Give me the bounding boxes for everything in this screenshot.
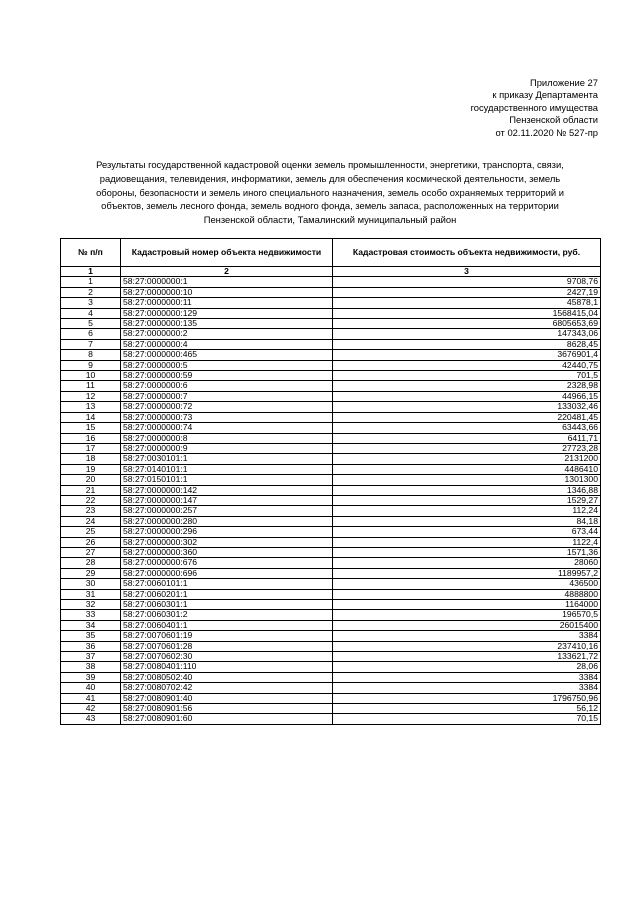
table-row [61,683,601,693]
cadastral-number-cell: 58:27:0000000:129 [121,308,333,318]
row-number-cell: 14 [61,412,121,422]
cadastral-value-cell: 1189957,2 [333,568,601,578]
table-row [61,423,601,433]
cadastral-number-cell: 58:27:0080901:40 [121,693,333,703]
row-number-cell: 27 [61,547,121,557]
cadastral-number-cell: 58:27:0060301:2 [121,610,333,620]
table-row [61,547,601,557]
cadastral-number-cell: 58:27:0080401:110 [121,662,333,672]
row-number-cell: 9 [61,360,121,370]
cadastral-number-cell: 58:27:0080702:42 [121,683,333,693]
table-row [61,391,601,401]
cadastral-value-cell: 63443,66 [333,423,601,433]
cadastral-number-cell: 58:27:0000000:142 [121,485,333,495]
cadastral-number-cell: 58:27:0060201:1 [121,589,333,599]
header-line-order: к приказу Департамента [492,89,598,101]
cadastral-number-cell: 58:27:0080502:40 [121,672,333,682]
cadastral-value-cell: 28060 [333,558,601,568]
table-header-row [61,239,601,267]
title-line: Результаты государственной кадастровой оценки земель промышленности, энергетики, транспорта, связи, [96,159,564,170]
header-line-appendix: Приложение 27 [529,77,598,88]
header-line-region: Пензенской области [509,114,598,126]
cadastral-number-cell: 58:27:0000000:360 [121,547,333,557]
table-row [61,308,601,318]
row-number-cell: 17 [61,443,121,453]
cadastral-value-cell: 1529,27 [333,495,601,505]
table-row [61,485,601,495]
row-number-cell: 23 [61,506,121,516]
table-row [61,672,601,682]
cadastral-value-cell: 1568415,04 [333,308,601,318]
cadastral-number-cell: 58:27:0000000:74 [121,423,333,433]
cadastral-number-cell: 58:27:0060301:1 [121,600,333,610]
table-row [61,714,601,724]
row-number-cell: 37 [61,652,121,662]
header-line-department: государственного имущества [470,101,598,113]
row-number-cell: 26 [61,537,121,547]
cadastral-value-cell: 237410,16 [333,641,601,651]
cadastral-value-cell: 3384 [333,683,601,693]
column-header-number: № п/п [61,239,121,267]
cadastral-value-cell: 147343,06 [333,329,601,339]
row-number-cell: 3 [61,298,121,308]
table-row [61,495,601,505]
cadastral-value-cell: 2131200 [333,454,601,464]
row-number-cell: 5 [61,319,121,329]
row-number-cell: 15 [61,423,121,433]
cadastral-value-cell: 45878,1 [333,298,601,308]
table-row [61,402,601,412]
cadastral-number-cell: 58:27:0000000:9 [121,443,333,453]
cadastral-number-cell: 58:27:0060401:1 [121,620,333,630]
cadastral-number-cell: 58:27:0000000:2 [121,329,333,339]
table-row [61,298,601,308]
table-row [61,631,601,641]
table-row [61,620,601,630]
table-row [61,537,601,547]
row-number-cell: 30 [61,579,121,589]
cadastral-number-cell: 58:27:0000000:257 [121,506,333,516]
cadastral-value-cell: 701,5 [333,371,601,381]
table-row [61,319,601,329]
cadastral-value-table [60,238,601,725]
cadastral-value-cell: 56,12 [333,704,601,714]
table-row [61,641,601,651]
row-number-cell: 12 [61,391,121,401]
cadastral-number-cell: 58:27:0000000:11 [121,298,333,308]
row-number-cell: 38 [61,662,121,672]
table-row [61,589,601,599]
table-row [61,464,601,474]
row-number-cell: 34 [61,620,121,630]
row-number-cell: 36 [61,641,121,651]
table-row [61,693,601,703]
cadastral-number-cell: 58:27:0000000:296 [121,527,333,537]
table-row [61,662,601,672]
cadastral-number-cell: 58:27:0000000:302 [121,537,333,547]
cadastral-value-cell: 70,15 [333,714,601,724]
cadastral-number-cell: 58:27:0070601:19 [121,631,333,641]
row-number-cell: 31 [61,589,121,599]
cadastral-value-cell: 27723,28 [333,443,601,453]
cadastral-number-cell: 58:27:0000000:4 [121,339,333,349]
column-header-cadastral-number: Кадастровый номер объекта недвижимости [121,239,333,267]
cadastral-value-cell: 2328,98 [333,381,601,391]
row-number-cell: 41 [61,693,121,703]
row-number-cell: 21 [61,485,121,495]
title-line: радиовещания, телевидения, информатики, земель для обеспечения космической деятельности, земель [99,172,561,184]
cadastral-number-cell: 58:27:0150101:1 [121,475,333,485]
cadastral-value-cell: 2427,19 [333,287,601,297]
table-row [61,568,601,578]
cadastral-number-cell: 58:27:0000000:59 [121,371,333,381]
cadastral-number-cell: 58:27:0060101:1 [121,579,333,589]
row-number-cell: 32 [61,600,121,610]
row-number-cell: 22 [61,495,121,505]
row-number-cell: 6 [61,329,121,339]
cadastral-number-cell: 58:27:0000000:73 [121,412,333,422]
row-number-cell: 1 [61,277,121,287]
cadastral-value-cell: 3384 [333,631,601,641]
table-row [61,454,601,464]
cadastral-number-cell: 58:27:0030101:1 [121,454,333,464]
cadastral-number-cell: 58:27:0080901:56 [121,704,333,714]
row-number-cell: 7 [61,339,121,349]
cadastral-value-cell: 196570,5 [333,610,601,620]
row-number-cell: 11 [61,381,121,391]
cadastral-number-cell: 58:27:0140101:1 [121,464,333,474]
cadastral-number-cell: 58:27:0000000:696 [121,568,333,578]
cadastral-value-cell: 1571,36 [333,547,601,557]
table-row [61,339,601,349]
table-row [61,360,601,370]
cadastral-value-cell: 44966,15 [333,391,601,401]
title-line: Пензенской области, Тамалинский муниципальный район [203,214,457,226]
row-number-cell: 33 [61,610,121,620]
row-number-cell: 10 [61,371,121,381]
row-number-cell: 43 [61,714,121,724]
cadastral-number-cell: 58:27:0080901:60 [121,714,333,724]
table-row [61,527,601,537]
column-header-cadastral-value: Кадастровая стоимость объекта недвижимости, руб. [333,239,601,267]
column-number: 3 [333,267,601,277]
approval-header [471,77,598,139]
table-row [61,506,601,516]
cadastral-number-cell: 58:27:0070602:30 [121,652,333,662]
table-row [61,277,601,287]
row-number-cell: 35 [61,631,121,641]
cadastral-number-cell: 58:27:0000000:5 [121,360,333,370]
table-row [61,371,601,381]
table-row [61,412,601,422]
cadastral-value-cell: 4888800 [333,589,601,599]
table-row [61,381,601,391]
cadastral-value-cell: 112,24 [333,506,601,516]
cadastral-value-cell: 28,06 [333,662,601,672]
cadastral-value-cell: 1164000 [333,600,601,610]
row-number-cell: 2 [61,287,121,297]
table-row [61,433,601,443]
cadastral-value-cell: 133032,46 [333,402,601,412]
row-number-cell: 13 [61,402,121,412]
table-row [61,287,601,297]
cadastral-number-cell: 58:27:0000000:10 [121,287,333,297]
row-number-cell: 16 [61,433,121,443]
row-number-cell: 4 [61,308,121,318]
row-number-cell: 40 [61,683,121,693]
table-row [61,350,601,360]
table-row [61,329,601,339]
cadastral-number-cell: 58:27:0000000:7 [121,391,333,401]
cadastral-value-cell: 1796750,96 [333,693,601,703]
cadastral-value-cell: 3676901,4 [333,350,601,360]
title-line: объектов, земель лесного фонда, земель водного фонда, земель запаса, расположенных на территории [101,200,559,212]
cadastral-value-cell: 1122,4 [333,537,601,547]
table-row [61,516,601,526]
title-line: обороны, безопасности и земель иного специального назначения, земель особо охраняемых территорий и [96,186,564,198]
row-number-cell: 18 [61,454,121,464]
cadastral-value-cell: 6805653,69 [333,319,601,329]
cadastral-value-cell: 6411,71 [333,433,601,443]
table-row [61,579,601,589]
cadastral-value-cell: 1346,88 [333,485,601,495]
row-number-cell: 42 [61,704,121,714]
cadastral-number-cell: 58:27:0000000:465 [121,350,333,360]
cadastral-value-cell: 26015400 [333,620,601,630]
cadastral-value-cell: 1301300 [333,475,601,485]
header-line-date: от 02.11.2020 № 527-пр [495,126,598,138]
cadastral-value-cell: 673,44 [333,527,601,537]
cadastral-value-cell: 42440,75 [333,360,601,370]
row-number-cell: 29 [61,568,121,578]
table-row [61,475,601,485]
row-number-cell: 28 [61,558,121,568]
row-number-cell: 24 [61,516,121,526]
cadastral-value-cell: 8628,45 [333,339,601,349]
column-number: 2 [121,267,333,277]
cadastral-number-cell: 58:27:0000000:72 [121,402,333,412]
row-number-cell: 25 [61,527,121,537]
row-number-cell: 20 [61,475,121,485]
cadastral-number-cell: 58:27:0000000:135 [121,319,333,329]
table-row [61,704,601,714]
table-row [61,600,601,610]
table-row [61,652,601,662]
cadastral-number-cell: 58:27:0000000:147 [121,495,333,505]
table-row [61,443,601,453]
column-number-row [61,267,601,277]
cadastral-value-cell: 3384 [333,672,601,682]
cadastral-value-cell: 133621,72 [333,652,601,662]
cadastral-value-cell: 220481,45 [333,412,601,422]
table-row [61,558,601,568]
cadastral-number-cell: 58:27:0000000:8 [121,433,333,443]
cadastral-number-cell: 58:27:0000000:6 [121,381,333,391]
table-row [61,610,601,620]
row-number-cell: 39 [61,672,121,682]
cadastral-number-cell: 58:27:0070601:28 [121,641,333,651]
row-number-cell: 19 [61,464,121,474]
cadastral-value-cell: 436500 [333,579,601,589]
cadastral-number-cell: 58:27:0000000:676 [121,558,333,568]
cadastral-value-cell: 84,18 [333,516,601,526]
column-number: 1 [61,267,121,277]
document-title [60,158,600,227]
cadastral-value-cell: 9708,76 [333,277,601,287]
cadastral-number-cell: 58:27:0000000:280 [121,516,333,526]
cadastral-value-cell: 4486410 [333,464,601,474]
row-number-cell: 8 [61,350,121,360]
cadastral-number-cell: 58:27:0000000:1 [121,277,333,287]
